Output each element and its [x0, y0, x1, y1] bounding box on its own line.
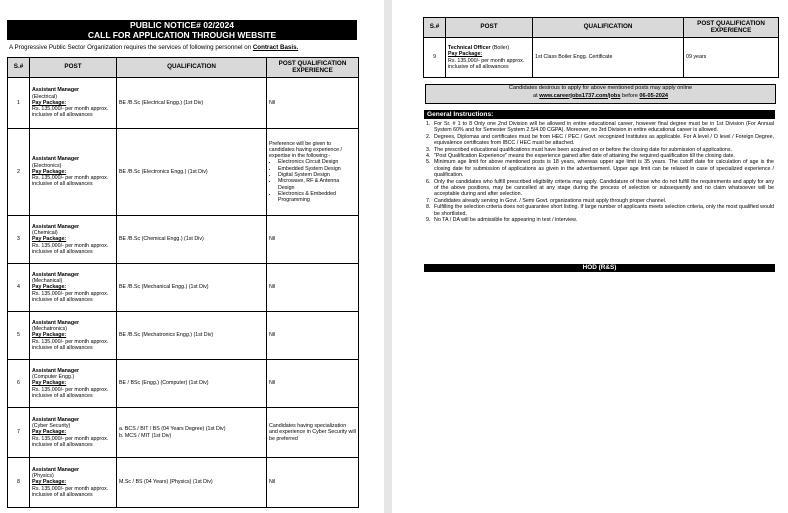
row-sno: 9 — [424, 38, 446, 78]
pay-label: Pay Package: — [32, 284, 67, 291]
notice-subtitle: CALL FOR APPLICATION THROUGH WEBSITE — [7, 30, 357, 40]
row-qualification: BE /B.Sc (Mechatronics Engg.) (1st Div) — [117, 312, 267, 360]
table-row — [8, 129, 359, 216]
post-title: Assistant Manager — [32, 466, 80, 473]
header-qualification: QUALIFICATION — [117, 58, 267, 78]
post-sub: (Cyber Security) — [32, 423, 71, 430]
row-sno: 8 — [8, 458, 30, 508]
post-sub: (Physics) — [32, 473, 54, 480]
list-item: • Electronics Circuit Design — [278, 159, 356, 165]
apply-at: at — [532, 92, 540, 99]
pay-label: Pay Package: — [448, 51, 483, 58]
list-item — [426, 121, 774, 134]
post-sub: (Electronics) — [32, 162, 62, 169]
intro-contract: Contract Basis. — [252, 44, 299, 51]
pay-text: Rs. 135,000/- per month approx. inclusive of all allowances — [32, 435, 109, 448]
post-title: Assistant Manager — [32, 367, 80, 374]
qualification-a: a. BCS / BIT / BS (04 Years Degree) (1st Div) — [119, 426, 226, 433]
pay-text: Rs. 135,000/- per month approx. inclusive of all allowances — [32, 386, 109, 399]
row-qualification: BE /B.Sc (Mechanical Engg.) (1st Div) — [117, 264, 267, 312]
table-row — [8, 78, 359, 129]
row-sno: 1 — [8, 78, 30, 129]
item-number: 3. — [426, 146, 431, 153]
pay-label: Pay Package: — [32, 168, 67, 175]
signature-block: HOD (R&S) — [424, 264, 775, 272]
table-header-row — [424, 18, 779, 38]
row-sno: 4 — [8, 264, 30, 312]
row-experience: Candidates having specialization and experience in Cyber Security will be preferred — [267, 408, 359, 458]
table-row — [8, 360, 359, 408]
experience-list — [269, 159, 356, 203]
header-sno: S.# — [424, 18, 446, 38]
pay-label: Pay Package: — [32, 236, 67, 243]
pay-text: Rs. 135,000/- per month approx. inclusive of all allowances — [32, 338, 109, 351]
row-qualification: BE /B.Sc (Electronics Engg.) (1st Div) — [117, 129, 267, 216]
row-post — [446, 38, 533, 78]
header-experience: POST QUALIFICATION EXPERIENCE — [267, 58, 359, 78]
list-item — [426, 179, 774, 198]
row-sno: 5 — [8, 312, 30, 360]
row-sno: 6 — [8, 360, 30, 408]
header-post: POST — [30, 58, 117, 78]
row-qualification: M.Sc / BS (04 Years) (Physics) (1st Div) — [117, 458, 267, 508]
list-item — [426, 217, 774, 223]
item-number: 1. — [426, 121, 431, 127]
header-sno: S.# — [8, 58, 30, 78]
item-text: Only the candidates who fulfill prescribed eligibility criteria may apply. Candidature of those who do not fulfill the requirements and apply for any of the above positions, may be cancelled at any stage during the process of selection or subsequently and no claim whatsoever will be acceptable during and after selection. — [434, 178, 774, 198]
post-sub: (Boiler) — [492, 44, 510, 51]
item-number: 4. — [426, 153, 431, 160]
pay-label: Pay Package: — [32, 380, 67, 387]
list-item — [426, 204, 774, 217]
table-row — [8, 312, 359, 360]
apply-before: before — [620, 92, 640, 99]
row-sno: 3 — [8, 216, 30, 264]
table-row — [424, 38, 779, 78]
apply-url-link[interactable]: www.careerjobs1737.com/jobs — [539, 92, 621, 99]
pay-label: Pay Package: — [32, 332, 67, 339]
pay-text: Rs. 135,000/- per month approx. inclusive of all allowances — [32, 175, 109, 188]
list-item — [426, 159, 774, 178]
pay-text: Rs. 135,000/- per month approx. inclusive of all allowances — [32, 106, 109, 119]
pay-label: Pay Package: — [32, 99, 67, 106]
header-qualification: QUALIFICATION — [533, 18, 684, 38]
item-text: Degrees, Diplomas and certificates must be from HEC / PEC / Govt. recognized Institutes as applicable. For A level / O level / Foreign Degree, equivalence certificates from IBCC / HEC must be attached. — [434, 133, 774, 147]
row-qualification: BE /B.Sc (Chemical Engg.) (1st Div) — [117, 216, 267, 264]
intro-text: A Progressive Public Sector Organization requires the services of following personnel on — [9, 44, 253, 51]
item-number: 8. — [426, 204, 431, 211]
pay-label: Pay Package: — [32, 479, 67, 486]
list-item: • Electronics & Embedded Programming — [278, 191, 356, 204]
row-post — [30, 264, 117, 312]
row-qualification: BE / BSc (Engg.) (Computer) (1st Div) — [117, 360, 267, 408]
row-experience: Nil — [267, 312, 359, 360]
item-text: "Post Qualification Experience" means the experience gained after date of attaining the required qualification till the closing date. — [434, 153, 735, 160]
item-number: 7. — [426, 197, 431, 204]
post-title: Assistant Manager — [32, 156, 80, 163]
row-sno: 2 — [8, 129, 30, 216]
pay-text: Rs. 135,000/- per month approx. inclusive of all allowances — [32, 242, 109, 255]
row-experience: Nil — [267, 78, 359, 129]
post-title: Assistant Manager — [32, 223, 80, 230]
table-row — [8, 458, 359, 508]
row-experience: Nil — [267, 458, 359, 508]
row-post — [30, 78, 117, 129]
row-post — [30, 129, 117, 216]
pay-text: Rs. 135,000/- per month approx. inclusive of all allowances — [448, 57, 525, 70]
row-sno: 7 — [8, 408, 30, 458]
list-item: • Microwave, RF & Antenna Design — [278, 178, 356, 191]
item-number: 9. — [426, 217, 431, 224]
apply-online-box — [425, 84, 776, 104]
row-qualification: BE /B.Sc (Electrical Engg.) (1st Div) — [117, 78, 267, 129]
item-text: The prescribed educational qualifications must have been acquired on or before the closing date for submission of applications. — [434, 146, 732, 153]
item-text: For Sr. # 1 to 8 Only one 2nd Division will be allowed in entire educational career, however final degree must be in 1st Division (For Annual System 60% and for Semester System 2.5/4.00 CGPA). Moreover, no 3rd Division in entire educational career is allowed. — [434, 121, 774, 134]
row-post — [30, 408, 117, 458]
qualification-b: b. MCS / MIT (1st Div) — [119, 432, 172, 439]
notice-title: PUBLIC NOTICE# 02/2024 — [7, 20, 357, 30]
post-title: Assistant Manager — [32, 416, 80, 423]
item-text: Candidates already serving in Govt. / Semi Govt. organizations must apply through proper channel. — [434, 197, 667, 204]
experience-intro: Preference will be given to candidates having experience / expertise in the following:- — [269, 140, 343, 160]
row-post — [30, 458, 117, 508]
notice-intro — [9, 44, 359, 52]
row-experience: Nil — [267, 216, 359, 264]
list-item: • Embedded System Design — [278, 166, 356, 172]
list-item — [426, 134, 774, 147]
post-sub: (Computer Engg.) — [32, 374, 75, 381]
instructions-heading: General Instructions: — [424, 110, 775, 119]
item-number: 2. — [426, 133, 431, 140]
post-title: Assistant Manager — [32, 87, 80, 94]
row-experience: Nil — [267, 360, 359, 408]
pay-label: Pay Package: — [32, 429, 67, 436]
row-experience: 09 years — [684, 38, 779, 78]
item-text: Minimum age limit for above mentioned posts is 18 years, whereas upper age limit is 35 years. The cutoff date for calculation of age is the closing date for submission of applications as given in the advertisement. Upper age limit can be relaxed in case of specialized experience / qualification. — [434, 159, 774, 179]
item-text: No TA / DA will be admissible for appearing in test / interview. — [434, 217, 578, 224]
row-qualification: 1st Class Boiler Engg. Certificate — [533, 38, 684, 78]
apply-deadline: 06-05-2024 — [639, 92, 669, 99]
row-experience: Nil — [267, 264, 359, 312]
table-row — [8, 264, 359, 312]
post-sub: (Electrical) — [32, 93, 58, 100]
item-text: Fulfilling the selection criteria does not guarantee short listing. If large number of applicants meets selection criteria, only the most qualified would be shortlisted. — [434, 204, 774, 217]
post-sub: (Mechanical) — [32, 278, 63, 285]
apply-line2 — [426, 93, 775, 101]
apply-line1: Candidates desirous to apply for above mentioned posts may apply online — [508, 85, 693, 91]
post-title: Assistant Manager — [32, 319, 80, 326]
table-row — [8, 216, 359, 264]
table-row — [8, 408, 359, 458]
item-number: 5. — [426, 159, 431, 166]
item-number: 6. — [426, 178, 431, 185]
page-gutter — [384, 0, 392, 513]
row-post — [30, 216, 117, 264]
instructions-list — [426, 121, 774, 224]
row-post — [30, 312, 117, 360]
positions-table-continued — [423, 17, 779, 78]
pay-text: Rs. 135,000/- per month approx. inclusive of all allowances — [32, 290, 109, 303]
list-item: • Digital System Design — [278, 172, 356, 178]
post-sub: (Chemical) — [32, 230, 58, 237]
left-page — [0, 0, 384, 513]
row-qualification — [117, 408, 267, 458]
post-title: Technical Officer — [448, 44, 491, 51]
row-post — [30, 360, 117, 408]
post-sub: (Mechatronics) — [32, 326, 68, 333]
post-title: Assistant Manager — [32, 271, 80, 278]
pay-text: Rs. 135,000/- per month approx. inclusive of all allowances — [32, 485, 109, 498]
row-experience — [267, 129, 359, 216]
positions-table — [7, 57, 359, 508]
header-post: POST — [446, 18, 533, 38]
table-header-row — [8, 58, 359, 78]
header-experience: POST QUALIFICATION EXPERIENCE — [684, 18, 779, 38]
